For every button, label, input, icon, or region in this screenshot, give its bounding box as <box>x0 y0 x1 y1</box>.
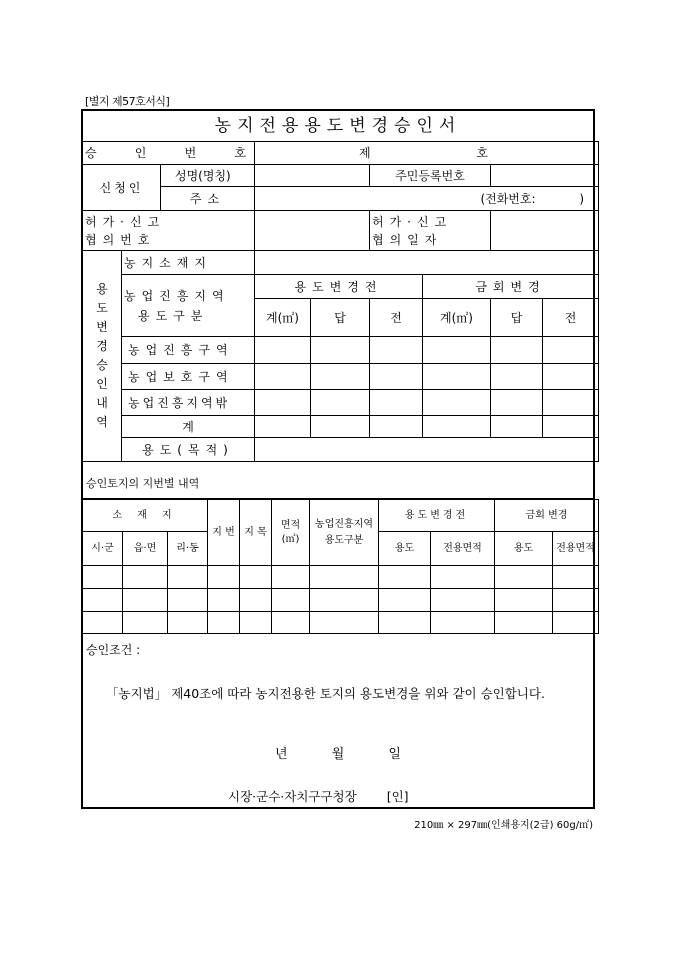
reg-no-field[interactable] <box>491 165 599 187</box>
cell[interactable] <box>240 589 272 612</box>
cell[interactable] <box>543 390 599 416</box>
before-change-header: 용도변경전 <box>255 275 423 299</box>
cell[interactable] <box>310 612 379 634</box>
approval-statement: 「농지법」 제40조에 따라 농지전용한 토지의 용도변경을 위와 같이 승인합니다. <box>106 686 545 701</box>
zone-row-label: 농업진흥구역 <box>122 337 255 364</box>
cell[interactable] <box>491 364 543 390</box>
name-field[interactable] <box>255 165 370 187</box>
cell[interactable] <box>255 364 311 390</box>
date-line[interactable]: 년 월 일 <box>275 747 401 762</box>
eupmyeon-header: 읍·면 <box>123 532 168 566</box>
cell[interactable] <box>272 566 310 589</box>
cell[interactable] <box>272 589 310 612</box>
cell[interactable] <box>431 589 495 612</box>
cell[interactable] <box>379 589 431 612</box>
cell[interactable] <box>423 364 491 390</box>
approval-no-label: 승 인 번 호 <box>83 142 255 165</box>
ridong-header: 리·동 <box>168 532 208 566</box>
cell[interactable] <box>491 390 543 416</box>
cell[interactable] <box>495 566 553 589</box>
after-change-header: 금회변경 <box>423 275 599 299</box>
cell[interactable] <box>543 364 599 390</box>
permit-date-label: 허가·신고 협의일자 <box>370 211 491 251</box>
lot-before-header: 용도변경전 <box>379 500 495 532</box>
before-area-header: 전용면적 <box>431 532 495 566</box>
cell[interactable] <box>208 612 240 634</box>
zone-row-label: 농업진흥지역밖 <box>122 390 255 416</box>
sigun-header: 시·군 <box>83 532 123 566</box>
cell[interactable] <box>370 337 423 364</box>
purpose-field[interactable] <box>255 438 599 462</box>
cell[interactable] <box>423 416 491 438</box>
cell[interactable] <box>240 612 272 634</box>
cell[interactable] <box>240 566 272 589</box>
permit-no-field[interactable] <box>255 211 370 251</box>
cell[interactable] <box>83 589 123 612</box>
permit-no-label: 허가·신고 협의번호 <box>83 211 255 251</box>
cell[interactable] <box>431 566 495 589</box>
name-label: 성명(명칭) <box>161 165 255 187</box>
land-location-label: 농지소재지 <box>122 251 255 275</box>
land-type-header: 지 목 <box>240 500 272 566</box>
after-area-header: 전용면적 <box>553 532 599 566</box>
cell[interactable] <box>255 337 311 364</box>
cell[interactable] <box>83 566 123 589</box>
after-use-header: 용도 <box>495 532 553 566</box>
area-header: 면적 (㎡) <box>272 500 310 566</box>
cell[interactable] <box>168 589 208 612</box>
zone-use-header: 농업진흥지역용도구분 <box>310 500 379 566</box>
usage-change-side-label: 용도변경승인내역 <box>83 251 122 462</box>
applicant-label: 신청인 <box>83 165 161 211</box>
cell[interactable] <box>311 364 370 390</box>
lot-detail-table <box>82 499 599 634</box>
cell[interactable] <box>553 566 599 589</box>
signature-line <box>228 787 409 805</box>
lot-detail-title: 승인토지의 지번별 내역 <box>83 469 593 499</box>
cell[interactable] <box>255 390 311 416</box>
before-field-header: 전 <box>370 299 423 337</box>
after-paddy-header: 답 <box>491 299 543 337</box>
table-row <box>83 612 599 634</box>
cell[interactable] <box>431 612 495 634</box>
cell[interactable] <box>379 566 431 589</box>
cell[interactable] <box>255 416 311 438</box>
seal-mark: [인] <box>386 789 409 804</box>
cell[interactable] <box>168 566 208 589</box>
table-row <box>83 566 599 589</box>
purpose-label: 용도(목적) <box>122 438 255 462</box>
permit-date-field[interactable] <box>491 211 599 251</box>
cell[interactable] <box>310 589 379 612</box>
reg-no-label: 주민등록번호 <box>370 165 491 187</box>
signer-title: 시장·군수·자치구구청장 <box>228 789 357 804</box>
approval-info-table <box>82 141 599 462</box>
after-total-header: 계(㎡) <box>423 299 491 337</box>
approval-no-field[interactable]: 제 호 <box>255 142 599 165</box>
cell[interactable] <box>491 416 543 438</box>
conditions-label: 승인조건 : <box>86 643 141 657</box>
cell[interactable] <box>208 566 240 589</box>
zone-row-label: 농업보호구역 <box>122 364 255 390</box>
cell[interactable] <box>310 566 379 589</box>
cell[interactable] <box>311 337 370 364</box>
cell[interactable] <box>553 612 599 634</box>
lot-after-header: 금회 변경 <box>495 500 599 532</box>
cell[interactable] <box>553 589 599 612</box>
cell[interactable] <box>423 337 491 364</box>
cell[interactable] <box>370 364 423 390</box>
table-row <box>83 589 599 612</box>
cell[interactable] <box>123 612 168 634</box>
location-header: 소 재 지 <box>83 500 208 532</box>
paper-spec: 210㎜ × 297㎜(인쇄용지(2급) 60g/㎡) <box>414 820 593 831</box>
cell[interactable] <box>423 390 491 416</box>
cell[interactable] <box>168 612 208 634</box>
cell[interactable] <box>370 390 423 416</box>
cell[interactable] <box>123 566 168 589</box>
cell[interactable] <box>543 416 599 438</box>
cell[interactable] <box>123 589 168 612</box>
cell[interactable] <box>311 390 370 416</box>
cell[interactable] <box>491 337 543 364</box>
cell[interactable] <box>495 589 553 612</box>
cell[interactable] <box>272 612 310 634</box>
lot-no-header: 지 번 <box>208 500 240 566</box>
cell[interactable] <box>83 612 123 634</box>
cell[interactable] <box>495 612 553 634</box>
address-label: 주소 <box>161 187 255 211</box>
zone-label: 농업진흥지역 용도구분 <box>122 275 255 337</box>
cell[interactable] <box>543 337 599 364</box>
form-title: 농지전용용도변경승인서 <box>83 111 593 142</box>
cell[interactable] <box>311 416 370 438</box>
after-field-header: 전 <box>543 299 599 337</box>
before-total-header: 계(㎡) <box>255 299 311 337</box>
address-field[interactable]: (전화번호: ) <box>255 187 599 211</box>
cell[interactable] <box>370 416 423 438</box>
cell[interactable] <box>208 589 240 612</box>
cell[interactable] <box>379 612 431 634</box>
form-number: [별지 제57호서식] <box>85 95 170 108</box>
total-row-label: 계 <box>122 416 255 438</box>
before-use-header: 용도 <box>379 532 431 566</box>
before-paddy-header: 답 <box>311 299 370 337</box>
land-location-field[interactable] <box>255 251 599 275</box>
approval-form <box>81 109 595 809</box>
